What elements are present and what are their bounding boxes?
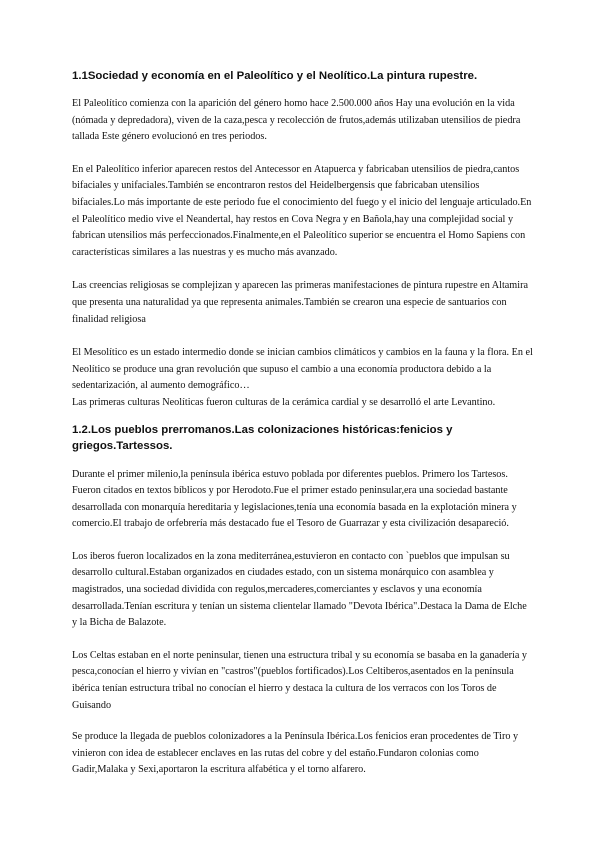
section-1-paragraph-5: Las primeras culturas Neolíticas fueron culturas de la cerámica cardial y se desarrolló el arte Levantino. (72, 396, 496, 408)
section-1-paragraph-2: En el Paleolítico inferior aparecen restos del Antecessor en Atapuerca y fabricaban utensilios de piedra,cantos bifaciales y unifaciales.También se encontraron restos del Heidelbergensis que fabricaban utensilios bifaciales.Lo más importante de este periodo fue el conocimiento del fuego y el inicio del lenguaje articulado.En el Paleolítico medio vive el Neandertal, hay restos en Cova Negra y en Bañola,hay una complejidad social y fabrican utensilios más perfeccionados.Finalmente,en el Paleolítico superior se encuentra el Homo Sapiens con características similares a las nuestras y es mucho más avanzado. (72, 163, 532, 258)
section-2-paragraph-1: Durante el primer milenio,la península ibérica estuvo poblada por diferentes pueblos. Primero los Tartesos. Fueron citados en textos bíblicos y por Herodoto.Fue el primer estado peninsular,era una sociedad bastante desarrollada con monarquía hereditaria y legislaciones,tenía una economía basada en la explotación minera y comercio.El trabajo de orfebrería más destacado fue el Tesoro de Guarrazar y esta civilización desapareció. (72, 468, 517, 530)
section-2-paragraph-3: Los Celtas estaban en el norte peninsular, tienen una estructura tribal y su economía se basaba en la ganadería y pesca,conocían el hierro y vivían en "castros"(pueblos fortificados).Los Celtiberos,asentados en la península ibérica tenían estructura tribal no conocían el hierro y destaca la cultura de los verracos con los Toros de Guisando (72, 649, 528, 711)
section-1-paragraph-4: El Mesolítico es un estado intermedio donde se inician cambios climáticos y cambios en la fauna y la flora. En el Neolítico se produce una gran revolución que supuso el cambio a una economía productora debido a la sedentarización, al aumento demográfico… (72, 347, 533, 392)
section-2-paragraph-2: Los iberos fueron localizados en la zona mediterránea,estuvieron en contacto con `pueblos que impulsan su desarrollo cultural.Estaban organizados en ciudades estado, con un sistema monárquico con asamblea y magistrados, una sociedad dividida con regulos,mercaderes,comerciantes y esclavos y una economía desarrollada.Tenían escritura y tenían un sistema clientelar llamado "Devota Ibérica".Destaca la Dama de Elche y la Bicha de Balazote. (72, 550, 527, 629)
section-1-heading: 1.1Sociedad y economía en el Paleolítico y el Neolítico.La pintura rupestre. (72, 70, 478, 82)
section-2-paragraph-4: Se produce la llegada de pueblos colonizadores a la Península Ibérica.Los fenicios eran procedentes de Tiro y vinieron con idea de establecer enclaves en las rutas del cobre y del estaño.Fundaron colonias como Gadir,Malaka y Sexi,aportaron la escritura alfabética y el torno alfarero. (72, 731, 519, 776)
section-1-paragraph-1: El Paleolítico comienza con la aparición del género homo hace 2.500.000 años Hay una evolución en la vida (nómada y depredadora), viven de la caza,pesca y recolección de frutos,además utilizaban utensilios de piedra tallada Este género evolucionó en tres periodos. (72, 98, 521, 143)
section-2-heading: 1.2.Los pueblos prerromanos.Las colonizaciones históricas:fenicios y griegos.Tartessos. (72, 423, 453, 452)
section-1-paragraph-3: Las creencias religiosas se complejizan y aparecen las primeras manifestaciones de pintura rupestre en Altamira que presenta una naturalidad ya que representa animales.También se crearon una especie de santuarios con finalidad religiosa (72, 280, 528, 325)
document-page (72, 68, 534, 779)
